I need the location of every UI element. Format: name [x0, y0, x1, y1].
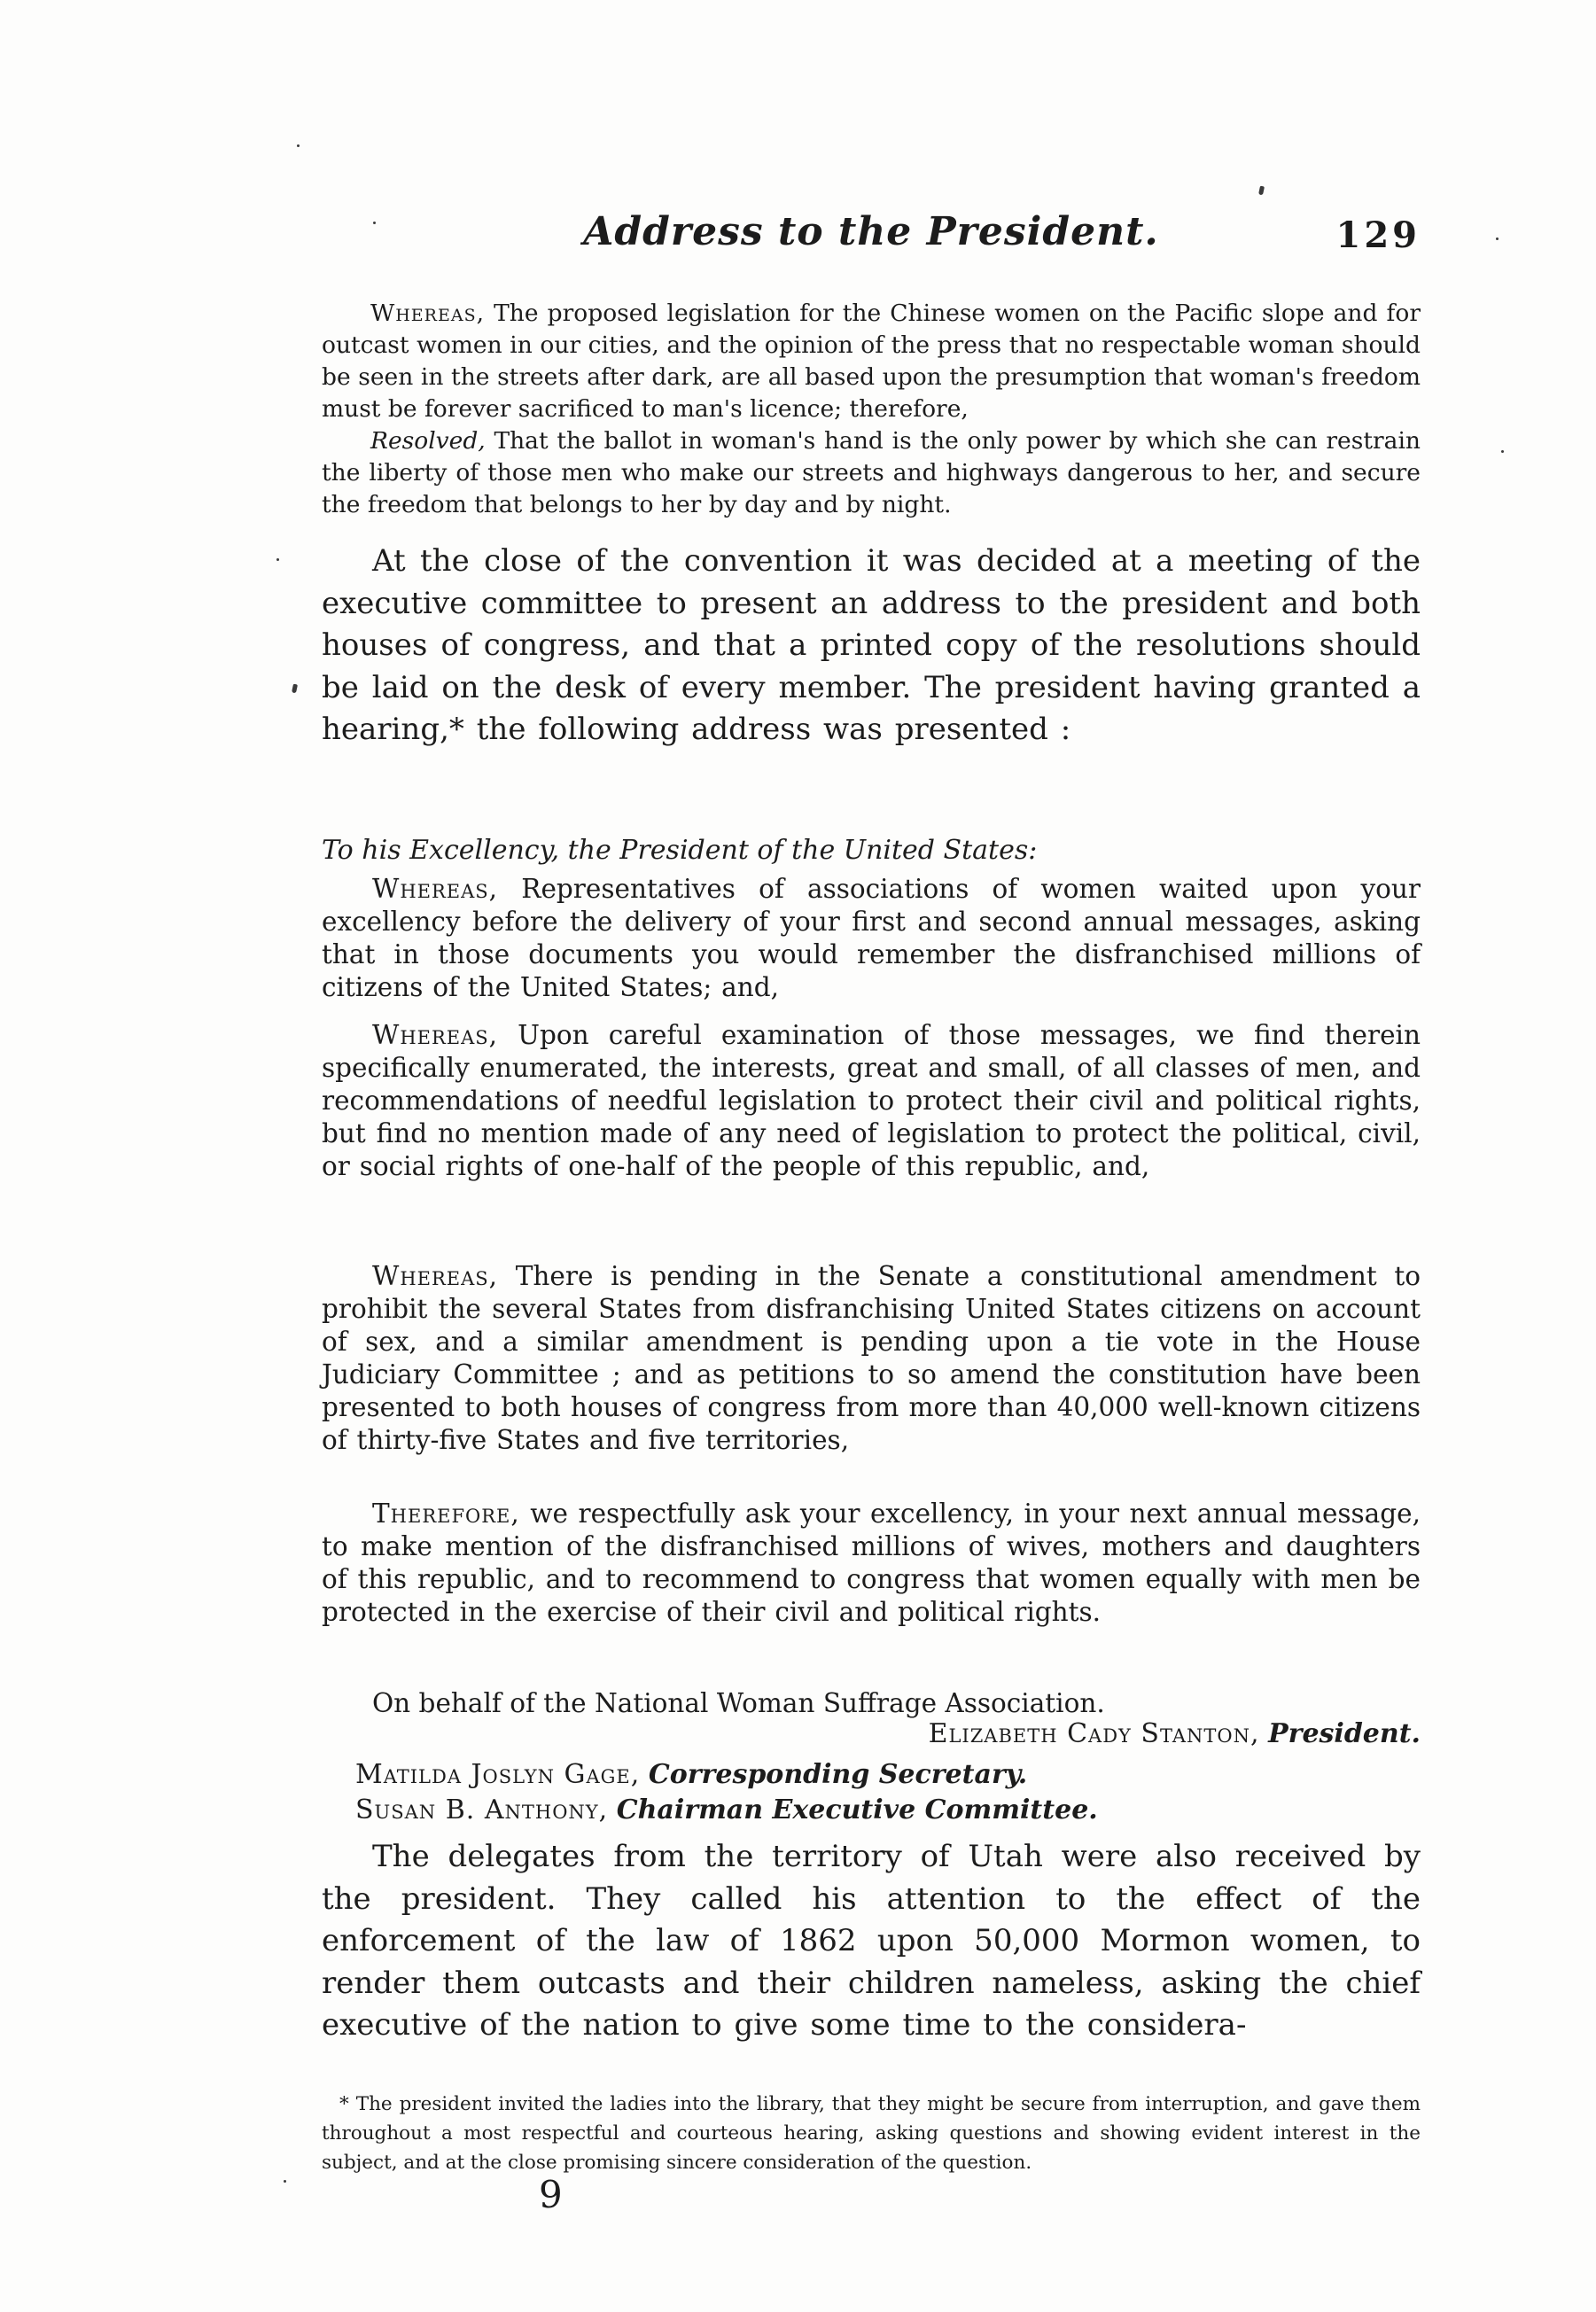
- address-whereas-2: [322, 1019, 1421, 1183]
- signature-name-anthony: Susan B. Anthony,: [355, 1794, 609, 1825]
- address-salutation: To his Excellency, the President of the United States:: [322, 835, 1038, 866]
- ink-speck: [292, 684, 298, 694]
- page-title: Address to the President.: [583, 209, 1159, 254]
- address-whereas-1-paragraph: [322, 873, 1421, 1004]
- on-behalf-text: On behalf of the National Woman Suffrage Association.: [372, 1688, 1105, 1718]
- address-therefore-lead: Therefore,: [372, 1499, 520, 1529]
- narrative-paragraph-2: [322, 1836, 1421, 2047]
- signature-line-anthony: [322, 1794, 1421, 1826]
- signature-role-anthony: Chairman Executive Committee.: [616, 1794, 1098, 1825]
- resolved-lead: Resolved,: [370, 427, 486, 455]
- address-therefore-text: we respectfully ask your excellency, in your next annual message, to make mention of the disfranchised millions of wives, mothers and daughters of this republic, and to recommend to congress that women equally with men be protected in the exercise of their civil and political rights.: [322, 1499, 1421, 1627]
- address-whereas-3: [322, 1260, 1421, 1457]
- page-header: [322, 209, 1421, 271]
- signature-role-stanton: President.: [1268, 1718, 1421, 1749]
- address-whereas-3-lead: Whereas,: [372, 1261, 499, 1291]
- address-whereas-2-text: Upon careful examination of those messages, we find therein specifically enumerated, the interests, great and small, of all classes of men, and recommendations of needful legislation to protect their civil and political rights, but find no mention made of any need of legislation to protect the political, civil, or social rights of one-half of the people of this republic, and,: [322, 1020, 1421, 1181]
- ink-speck: [297, 144, 300, 147]
- whereas-clause: [322, 298, 1421, 425]
- address-whereas-3-text: There is pending in the Senate a constitutional amendment to prohibit the several States from disfranchising United States citizens on account of sex, and a similar amendment is pending upon a tie vote in the House Judiciary Committee ; and as petitions to so amend the constitution have been presented to both houses of congress from more than 40,000 well-known citizens of thirty-five States and five territories,: [322, 1261, 1421, 1455]
- address-whereas-2-lead: Whereas,: [372, 1020, 499, 1050]
- whereas-lead: Whereas,: [370, 300, 486, 327]
- on-behalf-line: [322, 1688, 1421, 1718]
- address-whereas-3-paragraph: [322, 1260, 1421, 1457]
- ink-speck: [1501, 450, 1504, 453]
- ink-speck: [284, 2180, 286, 2183]
- signature-line-gage: [322, 1758, 1421, 1791]
- ink-speck: [276, 558, 279, 561]
- page-number: 129: [1335, 214, 1421, 256]
- address-whereas-1-text: Representatives of associations of women waited upon your excellency before the delivery of your first and second annual messages, asking that in those documents you would remember the disfranchised millions of citizens of the United States; and,: [322, 874, 1421, 1002]
- bottom-page-number: 9: [539, 2173, 563, 2216]
- resolved-clause: [322, 425, 1421, 521]
- narrative-2-text: The delegates from the territory of Utah were also received by the president. They called his attention to the effect of the enforcement of the law of 1862 upon 50,000 Mormon women, to render them outcasts and their children nameless, asking the chief executive of the nation to give some time to the considera-: [322, 1839, 1421, 2043]
- address-therefore: [322, 1498, 1421, 1629]
- address-therefore-paragraph: [322, 1498, 1421, 1629]
- footnote: [322, 2090, 1421, 2177]
- address-whereas-1-lead: Whereas,: [372, 874, 499, 904]
- footnote-text: * The president invited the ladies into the library, that they might be secure from interruption, and gave them throughout a most respectful and courteous hearing, asking questions and showing evident interest in the subject, and at the close promising sincere consideration of the question.: [322, 2093, 1421, 2174]
- whereas-text: The proposed legislation for the Chinese women on the Pacific slope and for outcast women in our cities, and the opinion of the press that no respectable woman should be seen in the streets after dark, are all based upon the presumption that woman's freedom must be forever sacrificed to man's licence; therefore,: [322, 300, 1421, 423]
- signature-role-gage: Corresponding Secretary.: [648, 1759, 1028, 1790]
- ink-speck: [1496, 237, 1499, 240]
- signature-name-gage: Matilda Joslyn Gage,: [355, 1759, 641, 1790]
- narrative-paragraph-1: [322, 541, 1421, 751]
- ink-speck: [1258, 186, 1265, 196]
- address-whereas-1: [322, 873, 1421, 1004]
- resolutions-block: [322, 298, 1421, 521]
- resolved-text: That the ballot in woman's hand is the only power by which she can restrain the liberty of those men who make our streets and highways dangerous to her, and secure the freedom that belongs to her by day and by night.: [322, 427, 1421, 518]
- address-whereas-2-paragraph: [322, 1019, 1421, 1183]
- ink-speck: [373, 222, 376, 224]
- signature-name-stanton: Elizabeth Cady Stanton,: [928, 1718, 1260, 1749]
- narrative-1-text: At the close of the convention it was decided at a meeting of the executive committee to present an address to the president and both houses of congress, and that a printed copy of the resolutions should be laid on the desk of every member. The president having granted a hearing,* the following address was presented :: [322, 543, 1421, 747]
- signature-line-stanton: [322, 1717, 1421, 1750]
